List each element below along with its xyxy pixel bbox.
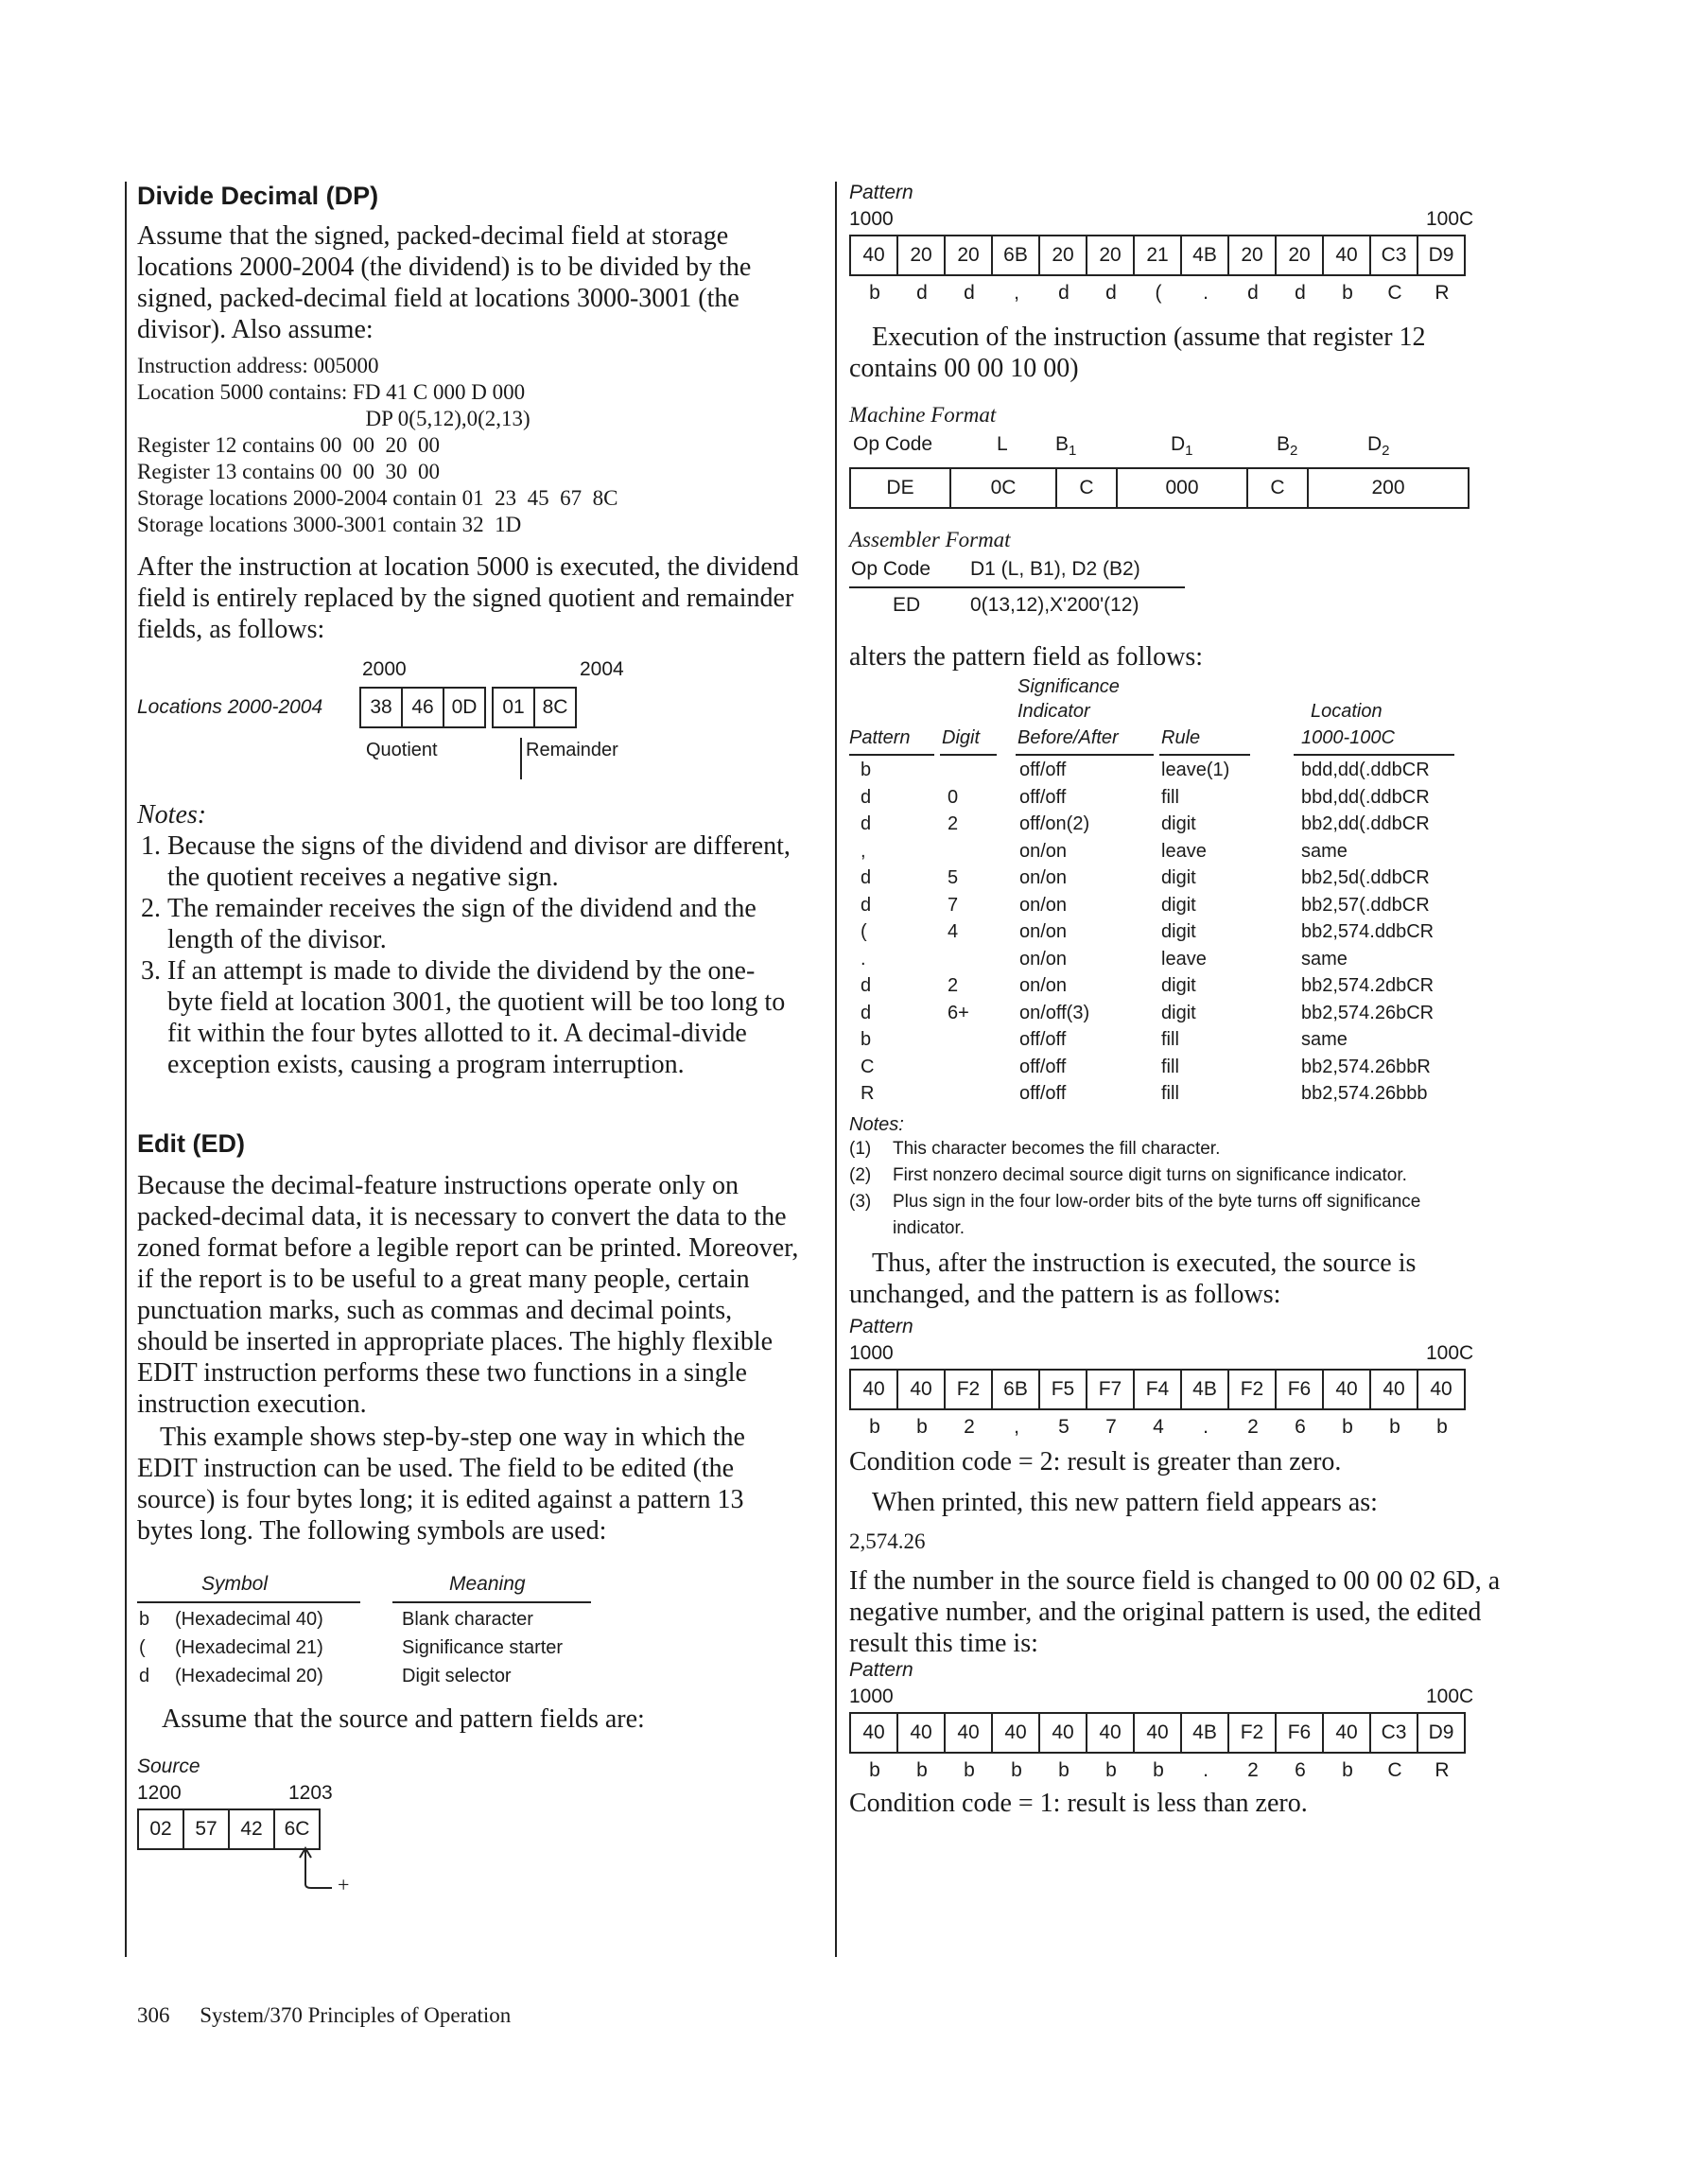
pattern-symbols xyxy=(851,1759,1466,1782)
note-item: 3. If an attempt is made to divide the dividend by the one-byte field at location 3001, the quotient will be too long to fit within the four bytes allotted to it. A decimal-divide exception exists, causing a program interruption. xyxy=(167,955,799,1080)
table-note-text: First nonzero decimal source digit turns on significance indicator. xyxy=(893,1164,1407,1185)
byte-cell: F2 xyxy=(1227,1371,1275,1408)
rule-action: fill xyxy=(1161,786,1179,808)
byte-cell: 40 xyxy=(1133,1714,1180,1752)
pattern-symbol: d xyxy=(964,282,975,304)
byte-cell: 38 xyxy=(370,696,392,718)
assumption-line: Location 5000 contains: FD 41 C 000 D 000 xyxy=(137,380,526,404)
rule-action: digit xyxy=(1161,894,1196,916)
note-item: 1. Because the signs of the dividend and divisor are different, the quotient receives a negative sign. xyxy=(167,830,799,893)
rule-indicator: on/on xyxy=(1019,894,1068,916)
rule-indicator: off/off xyxy=(1019,760,1067,780)
rule-digit: 0 xyxy=(948,786,959,808)
mf-subscript: 2 xyxy=(1290,443,1298,460)
pattern-symbol: 2 xyxy=(1247,1758,1259,1781)
byte-cell: 40 xyxy=(991,1714,1038,1752)
pattern-symbol: C xyxy=(1387,1758,1402,1781)
right-column-rule xyxy=(835,182,837,1957)
table-note-num: (1) xyxy=(849,1138,872,1159)
rule-digit: 5 xyxy=(948,867,959,888)
byte-cell: F6 xyxy=(1275,1714,1322,1752)
machine-format xyxy=(849,433,1511,515)
byte-cell: 40 xyxy=(1038,1714,1086,1752)
rule-action: digit xyxy=(1161,867,1196,888)
rule-row xyxy=(849,1003,1511,1030)
rule-indicator: on/on xyxy=(1019,840,1068,862)
byte-cell: F6 xyxy=(1275,1371,1322,1408)
loc-end: 2004 xyxy=(580,658,624,680)
rule-pattern: ( xyxy=(861,921,867,942)
pattern-symbol: b xyxy=(916,1415,928,1438)
mf-subscript: 1 xyxy=(1185,443,1193,460)
rule-location: bb2,574.26bbR xyxy=(1301,1056,1431,1077)
alters-text: alters the pattern field as follows: xyxy=(849,642,1203,672)
rule-action: digit xyxy=(1161,1002,1196,1023)
table-notes xyxy=(849,1136,1511,1242)
rule-row xyxy=(849,841,1511,868)
byte-cell: 40 xyxy=(944,1714,991,1752)
rule-digit: 7 xyxy=(948,894,959,916)
pattern-label: Pattern xyxy=(849,1315,913,1337)
hdr-loc2: 1000-100C xyxy=(1301,727,1395,748)
rule-row xyxy=(849,787,1511,814)
byte-cell: 40 xyxy=(896,1714,944,1752)
pattern-symbol: b xyxy=(869,282,880,304)
source-field xyxy=(137,1808,321,1850)
source-start: 1200 xyxy=(137,1782,182,1804)
byte-cell: F2 xyxy=(1227,1714,1275,1752)
table-note-text: Plus sign in the four low-order bits of the byte turns off significance indicator. xyxy=(893,1191,1421,1238)
symbol-meaning: Blank character xyxy=(402,1609,533,1630)
rule-action: fill xyxy=(1161,1056,1179,1077)
rule-action: leave xyxy=(1161,948,1207,970)
negative-text: If the number in the source field is changed to 00 00 02 6D, a negative number, and the original pattern is used, the edited result this time is: xyxy=(849,1565,1501,1658)
af-op: ED xyxy=(893,594,921,616)
cc2-text: Condition code = 2: result is greater than zero. xyxy=(849,1446,1342,1476)
thus-text: Thus, after the instruction is executed, the source is unchanged, and the pattern is as follows: xyxy=(849,1248,1417,1309)
byte-cell: 20 xyxy=(1227,236,1275,274)
meaning-header: Meaning xyxy=(449,1573,526,1595)
byte-cell: 4B xyxy=(1180,1371,1227,1408)
byte-cell: 20 xyxy=(1038,236,1086,274)
byte-cell: F7 xyxy=(1086,1371,1133,1408)
rule-action: fill xyxy=(1161,1083,1179,1104)
byte-cell: 01 xyxy=(502,696,525,718)
rule-action: leave xyxy=(1161,840,1207,862)
pattern-symbol: . xyxy=(1203,1415,1209,1438)
symbol-header: Symbol xyxy=(201,1573,269,1595)
pattern-symbol: b xyxy=(1342,282,1353,304)
assumption-list xyxy=(137,353,799,538)
assumption-line: Register 13 contains 00 00 30 00 xyxy=(137,460,441,483)
byte-cell: 6B xyxy=(991,236,1038,274)
symbol-char: d xyxy=(139,1666,150,1686)
page-number: 306 xyxy=(137,2003,170,2027)
rule-location: same xyxy=(1301,840,1348,862)
pattern-symbol: , xyxy=(1014,282,1019,304)
rule-indicator: on/on xyxy=(1019,975,1068,996)
pattern-symbol: R xyxy=(1435,282,1450,304)
left-column xyxy=(137,182,799,1896)
byte-cell: 6B xyxy=(991,1371,1038,1408)
byte-cell: C3 xyxy=(1369,1714,1417,1752)
pattern-start: 1000 xyxy=(849,1685,894,1707)
pattern-field xyxy=(849,1369,1466,1410)
pattern-symbol: b xyxy=(1436,1415,1448,1438)
rule-indicator: off/off xyxy=(1019,786,1067,808)
after-execution-text: After the instruction at location 5000 is executed, the dividend field is entirely replaced by the signed quotient and remainder fields, as follows: xyxy=(137,552,799,644)
rule-row xyxy=(849,975,1511,1003)
byte-cell: 6C xyxy=(273,1810,319,1848)
ed-heading: Edit (ED) xyxy=(137,1129,245,1158)
assume-fields-text: Assume that the source and pattern fields are: xyxy=(162,1704,645,1734)
pattern-symbol: b xyxy=(964,1758,975,1781)
rule-row xyxy=(849,921,1511,949)
notes-title: Notes: xyxy=(137,800,207,830)
rule-row xyxy=(849,949,1511,976)
mf-field: 000 xyxy=(1116,469,1246,507)
mf-subscript: 2 xyxy=(1382,443,1390,460)
mf-field: C xyxy=(1246,469,1307,507)
table-note-num: (2) xyxy=(849,1164,872,1185)
byte-cell: 02 xyxy=(149,1818,172,1840)
cc1-text: Condition code = 1: result is less than zero. xyxy=(849,1788,1308,1818)
byte-cell: 46 xyxy=(401,689,443,726)
assumption-line: Storage locations 3000-3001 contain 32 1D xyxy=(137,513,522,536)
af-operands-header: D1 (L, B1), D2 (B2) xyxy=(970,558,1140,580)
byte-cell: 40 xyxy=(1322,1714,1369,1752)
table-note-text: This character becomes the fill character. xyxy=(893,1138,1221,1159)
rule-location: bb2,574.26bCR xyxy=(1301,1002,1435,1023)
source-diagram xyxy=(137,1756,799,1896)
pattern-symbol: d xyxy=(1058,282,1070,304)
remainder-field xyxy=(492,687,577,728)
byte-cell: 40 xyxy=(896,1371,944,1408)
pattern-end: 100C xyxy=(1426,208,1474,230)
rule-indicator: off/off xyxy=(1019,1029,1067,1050)
table-note xyxy=(849,1136,1511,1162)
rule-pattern: d xyxy=(861,975,872,996)
notes-list xyxy=(137,830,799,1080)
byte-cell: 4B xyxy=(1180,1714,1227,1752)
pattern-symbol: b xyxy=(869,1758,880,1781)
byte-cell: 21 xyxy=(1133,236,1180,274)
mf-header: L xyxy=(997,433,1008,455)
execution-text: Execution of the instruction (assume that register 12 contains 00 00 10 00) xyxy=(849,323,1426,383)
rule-location: bb2,574.2dbCR xyxy=(1301,975,1435,996)
rule-row xyxy=(849,1029,1511,1057)
pattern-field xyxy=(849,1712,1466,1754)
af-op-header: Op Code xyxy=(851,558,931,580)
rule-row xyxy=(849,760,1511,787)
hdr-sig2: Indicator xyxy=(1017,701,1090,722)
source-label: Source xyxy=(137,1756,200,1777)
rule-pattern: C xyxy=(861,1056,875,1077)
rule-pattern: b xyxy=(861,1029,872,1050)
pattern-symbol: 6 xyxy=(1295,1415,1306,1438)
pattern-field xyxy=(849,235,1466,276)
pattern-diagram-initial xyxy=(849,182,1511,323)
loc-cells xyxy=(359,687,577,728)
mf-header: $B_2$ xyxy=(1277,433,1298,460)
table-note xyxy=(849,1189,1511,1242)
rule-location: bb2,574.26bbb xyxy=(1301,1083,1428,1104)
byte-cell: 20 xyxy=(1086,236,1133,274)
rule-indicator: on/on xyxy=(1019,948,1068,970)
rule-row xyxy=(849,1057,1511,1084)
rule-action: fill xyxy=(1161,1029,1179,1050)
pattern-symbol: b xyxy=(869,1415,880,1438)
rule-indicator: on/on xyxy=(1019,867,1068,888)
rule-location: bb2,5d(.ddbCR xyxy=(1301,867,1430,888)
byte-cell: 40 xyxy=(1417,1371,1464,1408)
byte-cell: 40 xyxy=(1322,236,1369,274)
rule-indicator: on/on xyxy=(1019,921,1068,942)
remainder-divider xyxy=(520,738,522,779)
rule-indicator: off/off xyxy=(1019,1056,1067,1077)
rule-digit: 6+ xyxy=(948,1002,969,1023)
byte-cell: 40 xyxy=(1322,1371,1369,1408)
byte-cell: 42 xyxy=(228,1810,273,1848)
table-note xyxy=(849,1162,1511,1189)
hdr-rule: Rule xyxy=(1161,727,1201,748)
pattern-start: 1000 xyxy=(849,1341,894,1364)
sign-label: + xyxy=(338,1873,350,1896)
quotient-field xyxy=(359,687,486,728)
rule-indicator: off/off xyxy=(1019,1083,1067,1104)
pattern-symbols xyxy=(851,282,1466,305)
pattern-symbol: b xyxy=(1389,1415,1400,1438)
rule-pattern: . xyxy=(861,948,866,970)
byte-cell: 57 xyxy=(183,1810,228,1848)
rule-row xyxy=(849,813,1511,841)
rule-pattern: d xyxy=(861,867,872,888)
byte-cell: C3 xyxy=(1369,236,1417,274)
source-end: 1203 xyxy=(288,1782,333,1804)
hdr-digit: Digit xyxy=(942,727,981,748)
pattern-label: Pattern xyxy=(849,1658,913,1681)
rule-location: bb2,dd(.ddbCR xyxy=(1301,813,1430,834)
table-notes-title: Notes: xyxy=(849,1113,904,1135)
pattern-symbol: b xyxy=(916,1758,928,1781)
pattern-symbol: b xyxy=(1342,1758,1353,1781)
pattern-symbol: . xyxy=(1203,282,1209,304)
assumption-line: Register 12 contains 00 00 20 00 xyxy=(137,433,441,457)
ed-paragraph-2: This example shows step-by-step one way in which the EDIT instruction can be used. The field to be edited (the source) is four bytes long; it is edited against a pattern 13 bytes long. The following symbols are used: xyxy=(137,1423,745,1546)
assumption-line: DP 0(5,12),0(2,13) xyxy=(137,407,530,430)
byte-cell: 40 xyxy=(1369,1371,1417,1408)
byte-cell: 40 xyxy=(862,244,885,266)
byte-cell: 8C xyxy=(533,689,575,726)
mf-header: $D_1$ xyxy=(1171,433,1193,460)
note-item: 2. The remainder receives the sign of the dividend and the length of the divisor. xyxy=(167,893,799,955)
mf-field: 0C xyxy=(949,469,1055,507)
mf-header: $D_2$ xyxy=(1367,433,1390,460)
assumption-line: Instruction address: 005000 xyxy=(137,354,379,377)
machine-format-headers xyxy=(849,433,1473,462)
byte-cell: 20 xyxy=(896,236,944,274)
pattern-symbol: b xyxy=(1342,1415,1353,1438)
byte-cell: D9 xyxy=(1417,1714,1464,1752)
rule-location: bbd,dd(.ddbCR xyxy=(1301,786,1430,808)
byte-cell: 40 xyxy=(862,1721,885,1743)
pattern-symbol: 2 xyxy=(964,1415,975,1438)
byte-cell: 0D xyxy=(443,689,484,726)
loc-start: 2000 xyxy=(362,658,407,680)
af-operands: 0(13,12),X'200'(12) xyxy=(970,594,1139,616)
rule-row xyxy=(849,895,1511,922)
pattern-symbol: . xyxy=(1203,1758,1209,1781)
rule-pattern: b xyxy=(861,760,872,780)
dp-intro: Assume that the signed, packed-decimal field at storage locations 2000-2004 (the dividend) is to be divided by the signed, packed-decimal field at locations 3000-3001 (the divisor). Also assume: xyxy=(137,221,752,344)
dp-heading: Divide Decimal (DP) xyxy=(137,182,379,210)
pattern-start: 1000 xyxy=(849,208,894,230)
symbol-row xyxy=(137,1666,629,1694)
pattern-symbol: 7 xyxy=(1105,1415,1117,1438)
table-note-num: (3) xyxy=(849,1191,872,1212)
rule-digit: 2 xyxy=(948,813,959,834)
rule-location: bb2,57(.ddbCR xyxy=(1301,894,1430,916)
dividend-result-diagram xyxy=(137,658,799,800)
pattern-end: 100C xyxy=(1426,1341,1474,1364)
symbol-meaning: Digit selector xyxy=(402,1666,512,1686)
pattern-symbol: b xyxy=(1153,1758,1164,1781)
pattern-symbol: d xyxy=(1295,282,1306,304)
rule-pattern: d xyxy=(861,786,872,808)
hdr-loc1: Location xyxy=(1311,701,1383,722)
pattern-symbol: R xyxy=(1435,1758,1450,1781)
symbol-hex: (Hexadecimal 40) xyxy=(175,1609,323,1630)
rule-indicator: off/on(2) xyxy=(1019,813,1090,834)
mf-subscript: 1 xyxy=(1069,443,1077,460)
pattern-symbols xyxy=(851,1416,1466,1439)
pattern-symbol: b xyxy=(1011,1758,1022,1781)
rule-pattern: d xyxy=(861,894,872,916)
hdr-sig3: Before/After xyxy=(1017,727,1119,748)
assembler-format-label: Assembler Format xyxy=(849,528,1011,551)
byte-cell: 40 xyxy=(862,1377,885,1400)
left-margin-rule xyxy=(125,182,127,1957)
mf-field: 200 xyxy=(1307,469,1468,507)
symbol-row xyxy=(137,1637,629,1666)
hdr-sig1: Significance xyxy=(1017,676,1120,697)
rule-action: digit xyxy=(1161,813,1196,834)
assembler-format xyxy=(849,558,1511,624)
pattern-symbol: , xyxy=(1014,1415,1019,1438)
pattern-symbol: 5 xyxy=(1058,1415,1070,1438)
byte-cell: 20 xyxy=(1275,236,1322,274)
rule-location: bdd,dd(.ddbCR xyxy=(1301,760,1430,780)
rule-pattern: d xyxy=(861,1002,872,1023)
rule-action: digit xyxy=(1161,921,1196,942)
rule-pattern: R xyxy=(861,1083,875,1104)
sign-pointer-arrow xyxy=(288,1846,345,1894)
loc-label: Locations 2000-2004 xyxy=(137,696,323,718)
assumption-line: Storage locations 2000-2004 contain 01 23 45 67 8C xyxy=(137,486,618,510)
symbols-table xyxy=(137,1573,799,1696)
mf-field: DE xyxy=(886,477,914,498)
byte-cell: 20 xyxy=(944,236,991,274)
byte-cell: 4B xyxy=(1180,236,1227,274)
pattern-end: 100C xyxy=(1426,1685,1474,1707)
hdr-pattern: Pattern xyxy=(849,727,911,748)
remainder-label: Remainder xyxy=(526,740,618,760)
rule-row xyxy=(849,867,1511,895)
right-column xyxy=(849,182,1511,1819)
machine-format-fields xyxy=(849,467,1470,509)
byte-cell: F4 xyxy=(1133,1371,1180,1408)
byte-cell: 40 xyxy=(1086,1714,1133,1752)
rule-location: bb2,574.ddbCR xyxy=(1301,921,1435,942)
rule-row xyxy=(849,1083,1511,1110)
symbol-hex: (Hexadecimal 20) xyxy=(175,1666,323,1686)
mf-header: Op Code xyxy=(853,433,933,455)
edit-rule-table xyxy=(849,676,1511,1110)
pattern-symbol: b xyxy=(1058,1758,1070,1781)
symbol-hex: (Hexadecimal 21) xyxy=(175,1637,323,1658)
pattern-diagram-result xyxy=(849,1316,1511,1458)
machine-format-label: Machine Format xyxy=(849,403,997,427)
rule-action: leave(1) xyxy=(1161,760,1230,780)
pattern-label: Pattern xyxy=(849,182,913,203)
pattern-symbol: C xyxy=(1387,282,1402,304)
byte-cell: F2 xyxy=(944,1371,991,1408)
rule-location: same xyxy=(1301,1029,1348,1050)
symbol-meaning: Significance starter xyxy=(402,1637,564,1658)
symbol-char: ( xyxy=(139,1637,146,1658)
printed-value: 2,574.26 xyxy=(849,1529,926,1553)
ed-paragraph-1: Because the decimal-feature instructions operate only on packed-decimal data, it is necessary to convert the data to the zoned format before a legible report can be printed. Moreover, if the report is to be useful to a great many people, certain punctuation marks, such as commas and decimal points, should be inserted in appropriate places. The highly flexible EDIT instruction performs these two functions in a single instruction execution. xyxy=(137,1171,799,1419)
rule-pattern: d xyxy=(861,813,872,834)
rule-indicator: on/off(3) xyxy=(1019,1002,1090,1023)
pattern-symbol: 2 xyxy=(1247,1415,1259,1438)
footer xyxy=(137,2003,511,2028)
mf-header: $B_1$ xyxy=(1055,433,1077,460)
symbol-row xyxy=(137,1609,629,1637)
rule-action: digit xyxy=(1161,975,1196,996)
pattern-symbol: b xyxy=(1105,1758,1117,1781)
rule-table-header xyxy=(849,676,1511,756)
rule-digit: 4 xyxy=(948,921,959,942)
pattern-symbol: 6 xyxy=(1295,1758,1306,1781)
pattern-symbol: d xyxy=(1105,282,1117,304)
rule-table-rows xyxy=(849,760,1511,1110)
printed-text: When printed, this new pattern field appears as: xyxy=(872,1487,1378,1517)
pattern-symbol: d xyxy=(916,282,928,304)
quotient-label: Quotient xyxy=(366,740,438,760)
mf-field: C xyxy=(1055,469,1116,507)
pattern-symbol: 4 xyxy=(1153,1415,1164,1438)
rule-pattern: , xyxy=(861,840,866,862)
byte-cell: F5 xyxy=(1038,1371,1086,1408)
rule-location: same xyxy=(1301,948,1348,970)
byte-cell: D9 xyxy=(1417,236,1464,274)
pattern-diagram-negative xyxy=(849,1659,1511,1801)
pattern-symbol: d xyxy=(1247,282,1259,304)
rule-digit: 2 xyxy=(948,975,959,996)
pattern-symbol: ( xyxy=(1155,282,1162,304)
footer-title: System/370 Principles of Operation xyxy=(200,2003,512,2027)
symbol-char: b xyxy=(139,1609,150,1630)
